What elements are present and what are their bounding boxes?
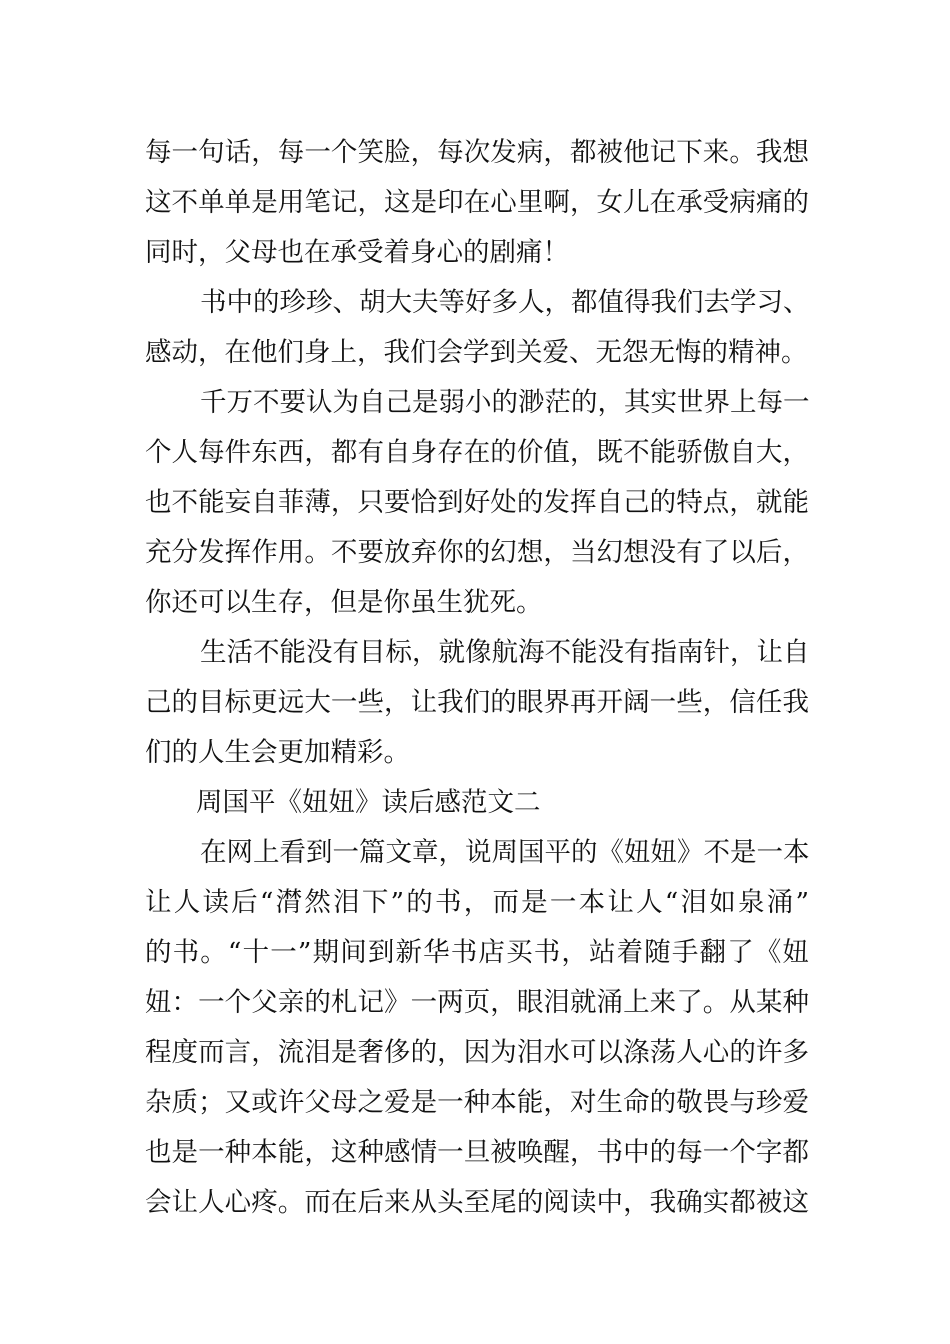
text-line: 你还可以生存，但是你虽生犹死。 xyxy=(145,587,543,618)
text-line: 在网上看到一篇文章，说周国平的《妞妞》不是一本 xyxy=(200,837,810,868)
text-line: 也不能妄自菲薄，只要恰到好处的发挥自己的特点，就能 xyxy=(145,487,809,518)
text-line: 同时，父母也在承受着身心的剧痛！ xyxy=(145,237,569,268)
text-line: 会让人心疼。而在后来从头至尾的阅读中，我确实都被这 xyxy=(145,1187,809,1218)
text-line: 书中的珍珍、胡大夫等好多人，都值得我们去学习、 xyxy=(200,287,810,318)
text-line: 让人读后“潸然泪下”的书，而是一本让人“泪如泉涌” xyxy=(145,887,809,918)
text-line: 妞：一个父亲的札记》一两页，眼泪就涌上来了。从某种 xyxy=(145,987,809,1018)
text-line: 每一句话，每一个笑脸，每次发病，都被他记下来。我想 xyxy=(145,137,809,168)
text-line: 也是一种本能，这种感情一旦被唤醒，书中的每一个字都 xyxy=(145,1137,809,1168)
text-line: 个人每件东西，都有自身存在的价值，既不能骄傲自大， xyxy=(145,437,809,468)
text-line: 生活不能没有目标，就像航海不能没有指南针，让自 xyxy=(200,637,810,668)
text-line: 千万不要认为自己是弱小的渺茫的，其实世界上每一 xyxy=(200,387,810,418)
section-heading xyxy=(145,778,809,828)
text-line: 的书。“十一”期间到新华书店买书，站着随手翻了《妞 xyxy=(145,937,809,968)
text-line: 这不单单是用笔记，这是印在心里啊，女儿在承受病痛的 xyxy=(145,187,809,218)
paragraph-continuation xyxy=(145,128,809,278)
paragraph xyxy=(145,828,809,1228)
text-line: 感动，在他们身上，我们会学到关爱、无怨无悔的精神。 xyxy=(145,337,808,368)
paragraph xyxy=(145,278,809,378)
heading-line: 周国平《妞妞》读后感范文二 xyxy=(196,787,541,818)
document-body xyxy=(145,128,809,1228)
text-line: 己的目标更远大一些，让我们的眼界再开阔一些，信任我 xyxy=(145,687,809,718)
text-line: 杂质；又或许父母之爱是一种本能，对生命的敬畏与珍爱 xyxy=(145,1087,809,1118)
text-line: 程度而言，流泪是奢侈的，因为泪水可以涤荡人心的许多 xyxy=(145,1037,809,1068)
text-line: 们的人生会更加精彩。 xyxy=(145,737,410,768)
text-line: 充分发挥作用。不要放弃你的幻想，当幻想没有了以后， xyxy=(145,537,809,568)
paragraph xyxy=(145,628,809,778)
paragraph xyxy=(145,378,809,628)
